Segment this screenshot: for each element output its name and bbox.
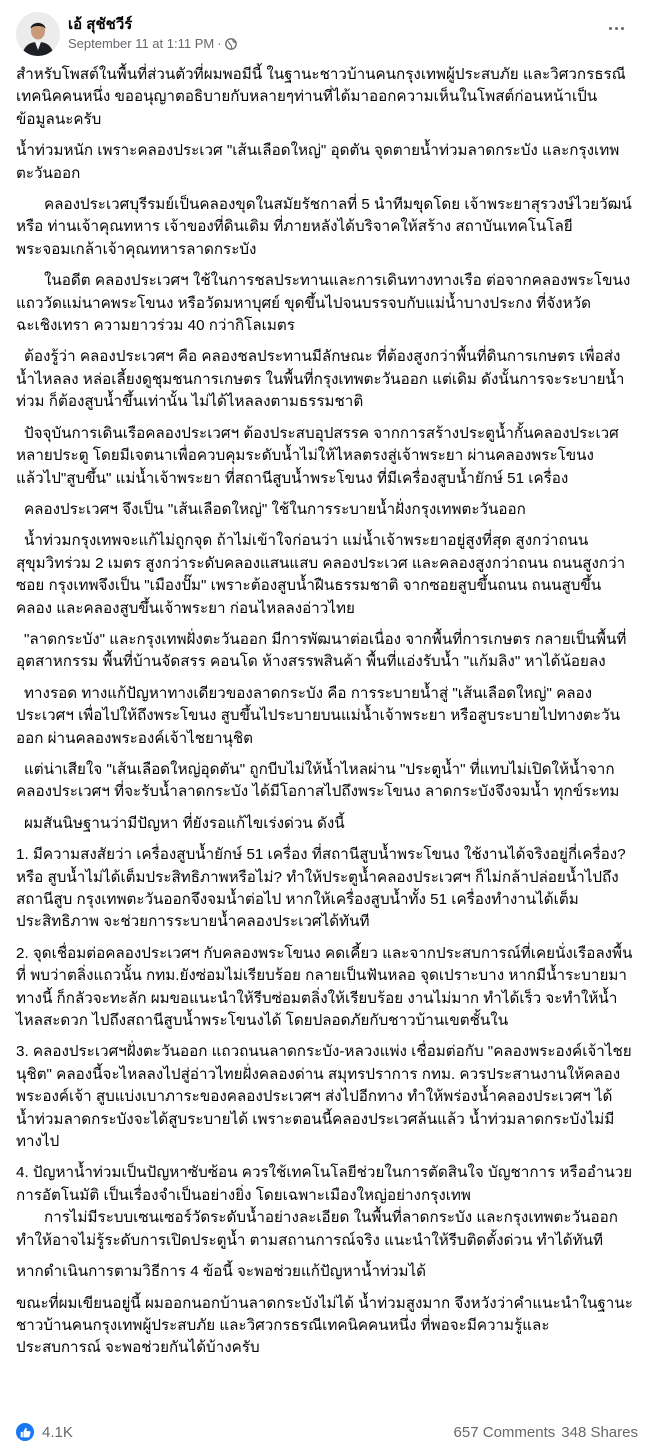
paragraph-intro: สำหรับโพสต์ในพื้นที่ส่วนตัวที่ผมพอมีนี้ ในฐานะชาวบ้านคนกรุงเทพผู้ประสบภัย และวิศวกรธรณีเทคนิคคนหนึ่ง ขออนุญาตอธิบายกับหลายๆท่านที่ได้มาออกความเห็นในโพสต์ก่อนหน้าเป็นข้อมูลนะครับ <box>16 66 626 128</box>
separator: · <box>217 36 222 51</box>
more-options-button[interactable] <box>602 18 630 38</box>
post-body <box>16 64 634 1360</box>
list-item-1: 1. มีความสงสัยว่า เครื่องสูบน้ำยักษ์ 51 เครื่อง ที่สถานีสูบน้ำพระโขนง ใช้งานได้จริงอยู่กี่เครื่อง? หรือ สูบน้ำไม่ได้เต็มประสิทธิภาพหรือไม่? ทำให้ประตูน้ำคลองประเวศฯ ก็ไม่กล้าปล่อยน้ำไปถึงสถานีสูบ กรุงเทพตะวันออกจึงจมน้ำต่อไป หากให้เครื่องสูบน้ำทั้ง 51 เครื่องทำงานได้เต็มประสิทธิภาพ จะช่วยการระบายน้ำคลองประเวศได้ทันที <box>16 846 626 931</box>
paragraph-assumption: ผมสันนิษฐานว่ามีปัญหา ที่ยังรอแก้ไขเร่งด่วน ดังนี้ <box>24 814 345 832</box>
post-footer <box>16 1420 638 1444</box>
author-avatar[interactable] <box>16 12 60 56</box>
list-item-2: 2. จุดเชื่อมต่อคลองประเวศฯ กับคลองพระโขนง คดเคี้ยว และจากประสบการณ์ที่เคยนั่งเรือลงพื้นที่ พบว่าตลิ่งแถวนั้น กทม.ยังซ่อมไม่เรียบร้อย กลายเป็นฟันหลอ จุดเปราะบาง หากมีน้ำระบายมาทางนี้ ก็กลัวจะทะลัก ผมขอแนะนำให้รีบซ่อมตลิ่งให้เรียบร้อย งานไม่มาก ทำได้เร็ว จะทำให้น้ำไหลสะดวก ไปถึงสถานีสูบน้ำพระโขนงได้ โดยปลอดภัยกับชาวบ้านเขตชั้นใน <box>16 944 633 1030</box>
paragraph-main-artery: คลองประเวศฯ จึงเป็น "เส้นเลือดใหญ่" ใช้ในการระบายน้ำฝั่งกรุงเทพตะวันออก <box>24 500 526 518</box>
more-horizontal-icon <box>609 27 612 30</box>
paragraph-history: คลองประเวศบุรีรมย์เป็นคลองขุดในสมัยรัชกาลที่ 5 นำทีมขุดโดย เจ้าพระยาสุรวงษ์ไวยวัฒน์ หรือ ท่านเจ้าคุณทหาร เจ้าของที่ดินเดิม ที่ภายหลังได้บริจาคให้สร้าง สถาบันเทคโนโลยีพระจอมเกล้าเจ้าคุณทหารลาดกระบัง <box>16 196 632 258</box>
paragraph-headline: น้ำท่วมหนัก เพราะคลองประเวศ "เส้นเลือดใหญ่" อุดตัน จุดตายน้ำท่วมลาดกระบัง และกรุงเทพตะวันออก <box>16 142 620 182</box>
list-item-3: 3. คลองประเวศฯฝั่งตะวันออก แถวถนนลาดกระบัง-หลวงแพ่ง เชื่อมต่อกับ "คลองพระองค์เจ้าไชยนุชิต" คลองนี้จะไหลลงไปสู่อ่าวไทยฝั่งคลองด่าน สมุทรปราการ กทม. ควรประสานงานให้คลองพระองค์เจ้า สูบแบ่งเบาภาระของคลองประเวศฯ ส่งไปอีกทาง ทำให้พร่องน้ำคลองประเวศฯ ได้ น้ำท่วมลาดกระบังจะได้สูบระบายได้ เพราะตอนนี้คลองประเวศล้นแล้ว น้ำท่วมลาดกระบังไม่มีทางไป <box>16 1043 632 1151</box>
paragraph-conclusion: หากดำเนินการตามวิธีการ 4 ข้อนี้ จะพอช่วยแก้ปัญหาน้ำท่วมได้ <box>16 1263 427 1281</box>
more-dot <box>621 27 624 30</box>
avatar-photo-icon <box>16 12 60 56</box>
globe-icon <box>225 38 237 50</box>
post-timestamp[interactable]: September 11 at 1:11 PM <box>68 36 215 51</box>
more-dot <box>615 27 618 30</box>
reactions-summary[interactable] <box>16 1423 73 1441</box>
paragraph-past-use: ในอดีต คลองประเวศฯ ใช้ในการชลประทานและการเดินทางทางเรือ ต่อจากคลองพระโขนงแถววัดแม่นาคพระโขนง หรือวัดมหาบุศย์ ขุดขึ้นไปจนบรรจบกับแม่น้ำบางประกง ที่จังหวัดฉะเชิงเทรา ความยาวร่วม 40 กว่ากิโลเมตร <box>16 272 631 335</box>
paragraph-development: "ลาดกระบัง" และกรุงเทพฝั่งตะวันออก มีการพัฒนาต่อเนื่อง จากพื้นที่การเกษตร กลายเป็นพื้นที่อุตสาหกรรม พื้นที่บ้านจัดสรร คอนโด ห้างสรรพสินค้า พื้นที่แอ่งรับน้ำ "แก้มลิง" หาได้น้อยลง <box>16 630 627 671</box>
paragraph-solution: ทางรอด ทางแก้ปัญหาทางเดียวของลาดกระบัง คือ การระบายน้ำสู่ "เส้นเลือดใหญ่" คลองประเวศฯ เพื่อไปให้ถึงพระโขนง สูบขึ้นไประบายบนแม่น้ำเจ้าพระยา หรือสูบระบายไปทางตะวันออก ผ่านคลองพระองค์เจ้าไชยานุชิต <box>16 684 620 747</box>
paragraph-present: ปัจจุบันการเดินเรือคลองประเวศฯ ต้องประสบอุปสรรค จากการสร้างประตูน้ำกั้นคลองประเวศหลายประตู โดยมีเจตนาเพื่อควบคุมระดับน้ำไม่ให้ไหลตรงสู่เจ้าพระยา ผ่านคลองพระโขนง แล้วไป"สูบขึ้น" แม่น้ำเจ้าพระยา ที่สถานีสูบน้ำพระโขนง ที่มีเครื่องสูบน้ำยักษ์ 51 เครื่อง <box>16 424 619 487</box>
paragraph-irrigation: ต้องรู้ว่า คลองประเวศฯ คือ คลองชลประทานมีลักษณะ ที่ต้องสูงกว่าพื้นที่ดินการเกษตร เพื่อส่งน้ำไหลลง หล่อเลี้ยงดูชุมชนการเกษตร ในพื้นที่กรุงเทพตะวันออก แต่เดิม ดังนั้นการจะระบายน้ำท่วม ก็ต้องสูบน้ำขึ้นเท่านั้น ไม่ได้ไหลลงตามธรรมชาติ <box>16 348 625 411</box>
paragraph-closing: ขณะที่ผมเขียนอยู่นี้ ผมออกนอกบ้านลาดกระบังไม่ได้ น้ำท่วมสูงมาก จึงหวังว่าคำแนะนำในฐานะชาวบ้านคนกรุงเทพผู้ประสบภัย และวิศวกรธรณีเทคนิคคนหนึ่ง ที่พอจะมีความรู้และประสบการณ์ จะพอช่วยกันได้บ้างครับ <box>16 1294 633 1357</box>
paragraph-sensors: การไม่มีระบบเซนเซอร์วัดระดับน้ำอย่างละเอียด ในพื้นที่ลาดกระบัง และกรุงเทพตะวันออกทำให้อาจไม่รู้ระดับการเปิดประตูน้ำ ตามสถานการณ์จริง แนะนำให้รีบติดตั้งด่วน ทำได้ทันที <box>16 1209 618 1249</box>
paragraph-blocked: แต่น่าเสียใจ "เส้นเลือดใหญ่อุดตัน" ถูกบีบไม่ให้น้ำไหลผ่าน "ประตูน้ำ" ที่แทบไม่เปิดให้น้ำจากคลองประเวศฯ ที่จะรับน้ำลาดกระบัง ได้มีโอกาสไปถึงพระโขนง ลาดกระบังจึงจมน้ำ ทุกข์ระทม <box>16 760 620 801</box>
post-header <box>16 0 634 64</box>
reaction-count: 4.1K <box>42 1423 73 1441</box>
comments-count-link[interactable]: 657 Comments <box>453 1423 556 1441</box>
author-name[interactable]: เอ้ สุชัชวีร์ <box>68 16 133 33</box>
paragraph-pump-city: น้ำท่วมกรุงเทพจะแก้ไม่ถูกจุด ถ้าไม่เข้าใจก่อนว่า แม่น้ำเจ้าพระยาอยู่สูงที่สุด สูงกว่าถนนสุขุมวิทร่วม 2 เมตร สูงกว่าระดับคลองแสนแสบ คลองประเวศ และคลองสูงกว่าถนน ถนนสูงกว่าซอย กรุงเทพจึงเป็น "เมืองปั๊ม" เพราะต้องสูบน้ำฝืนธรรมชาติ จากซอยสูบขึ้นถนน ถนนสูบขึ้นคลอง และคลองสูบขึ้นเจ้าพระยา ก่อนไหลลงอ่าวไทย <box>16 532 626 617</box>
shares-count-link[interactable]: 348 Shares <box>561 1423 638 1441</box>
like-icon <box>16 1423 34 1441</box>
list-item-4: 4. ปัญหาน้ำท่วมเป็นปัญหาซับซ้อน ควรใช้เทคโนโลยีช่วยในการตัดสินใจ บัญชาการ หรืออำนวยการอัตโนมัติ เป็นเรื่องจำเป็นอย่างยิ่ง โดยเฉพาะเมืองใหญ่อย่างกรุงเทพ <box>16 1164 633 1204</box>
